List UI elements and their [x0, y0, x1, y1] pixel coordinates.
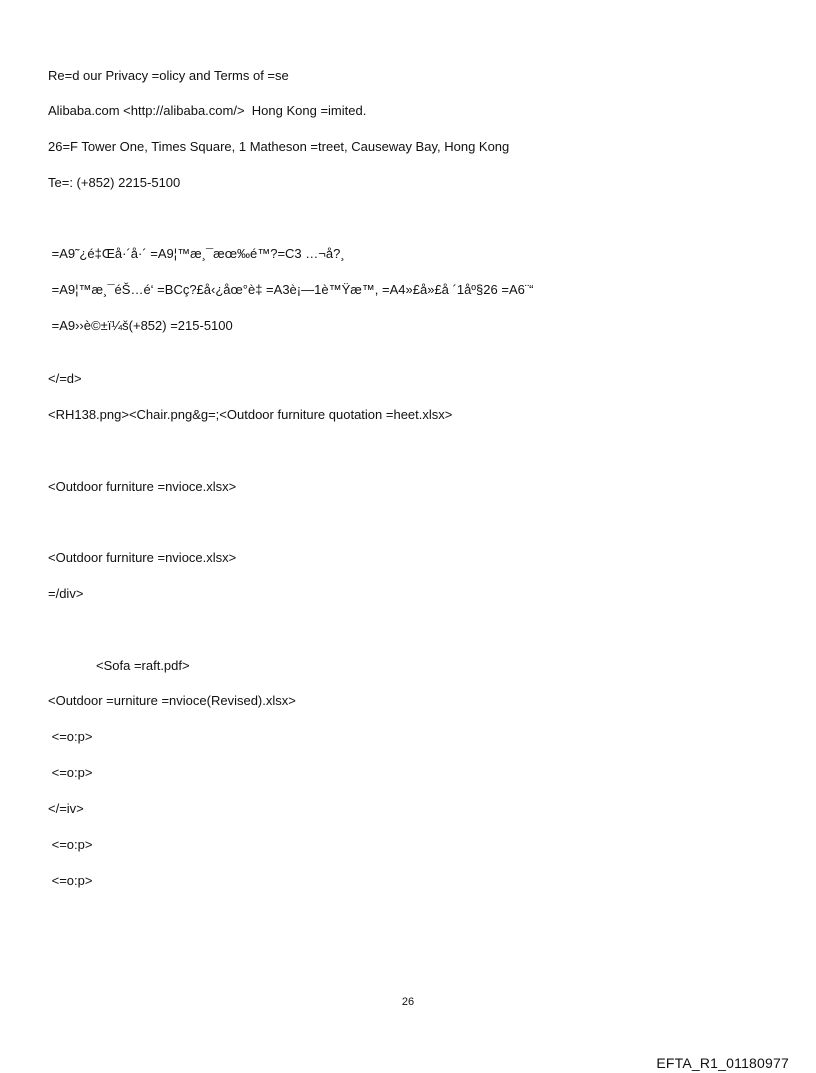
closing-tag-line: </=d> [48, 371, 82, 386]
telephone-line: Te=: (+852) 2215-5100 [48, 175, 181, 190]
markup-line: <=o:p> [48, 873, 93, 888]
attachment-sofa-line: <Sofa =raft.pdf> [96, 658, 190, 673]
privacy-terms-line: Re=d our Privacy =olicy and Terms of =se [48, 68, 289, 83]
attachment-invoice-line: <Outdoor furniture =nvioce.xlsx> [48, 479, 237, 494]
markup-line: <=o:p> [48, 837, 93, 852]
attachments-line: <RH138.png><Chair.png&g=;<Outdoor furniture quotation =heet.xlsx> [48, 407, 453, 422]
garbled-telephone-line: =A9››è©±ï¼š(+852) =215-5100 [48, 318, 233, 333]
page-number: 26 [401, 996, 415, 1008]
markup-line: <=o:p> [48, 765, 93, 780]
attachment-revised-invoice-line: <Outdoor =urniture =nvioce(Revised).xlsx> [48, 693, 296, 708]
address-line: 26=F Tower One, Times Square, 1 Matheson =treet, Causeway Bay, Hong Kong [48, 139, 510, 154]
garbled-address-line: =A9¦™æ¸¯éŠ…é‘ =BCç?£å‹¿åœ°è‡ =A3è¡—1è™Ÿæ™, =A4»£å»£å ´1åº§26 =A6¨“ [48, 282, 534, 297]
company-name-line: Alibaba.com <http://alibaba.com/> Hong Kong =imited. [48, 103, 367, 118]
document-id: EFTA_R1_01180977 [656, 1055, 789, 1071]
garbled-company-line: =A9˜¿é‡Œå·´å·´ =A9¦™æ¸¯æœ‰é™?=C3 …¬å?¸ [48, 246, 345, 261]
attachment-invoice-line: <Outdoor furniture =nvioce.xlsx> [48, 550, 237, 565]
markup-line: </=iv> [48, 801, 84, 816]
markup-line: <=o:p> [48, 729, 93, 744]
closing-div-line: =/div> [48, 586, 84, 601]
